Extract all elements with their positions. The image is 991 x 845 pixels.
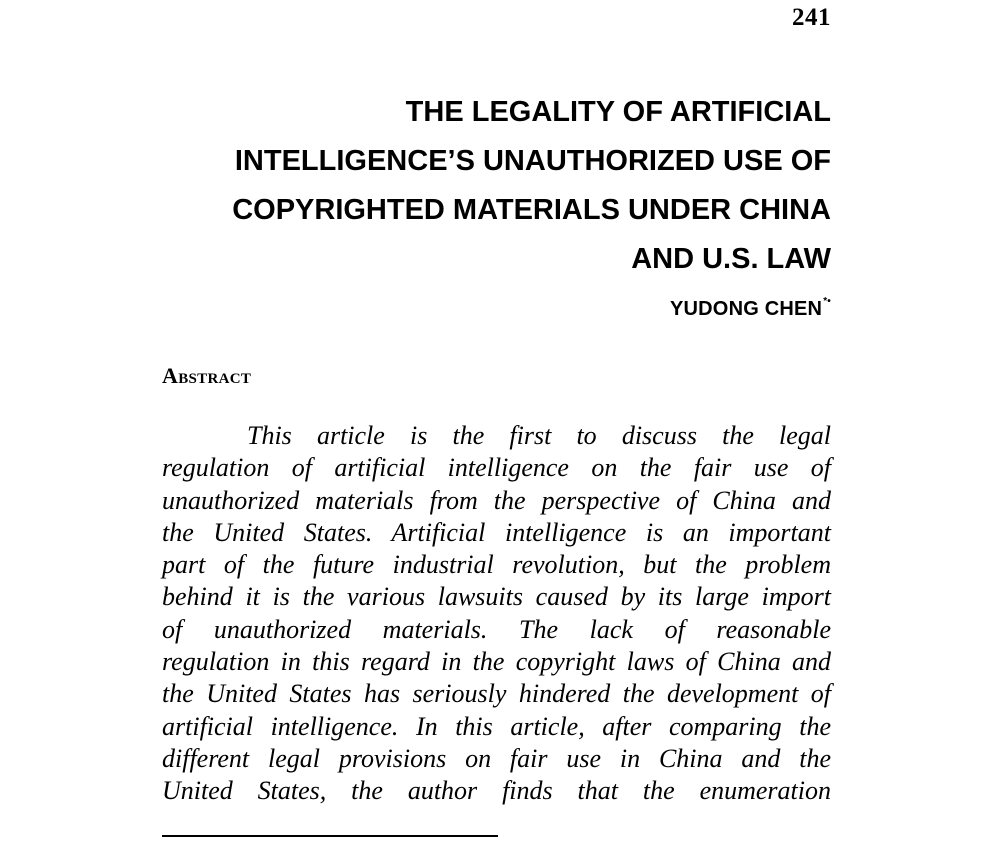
abstract-line: unauthorized materials from the perspective of China and	[162, 485, 831, 515]
footnote-divider	[162, 835, 498, 837]
author-footnote-marks: *•	[823, 296, 831, 307]
abstract-line: the United States has seriously hindered the development of	[162, 679, 831, 709]
author-byline	[670, 298, 831, 321]
abstract-line: United States, the author finds that the enumeration	[162, 776, 831, 806]
abstract-line: part of the future industrial revolution, but the problem	[162, 550, 831, 580]
abstract-body	[162, 420, 831, 808]
abstract-line: the United States. Artificial intelligence is an important	[162, 517, 831, 547]
author-name: YUDONG CHEN	[669, 298, 823, 320]
title-line: INTELLIGENCE’S UNAUTHORIZED USE OF	[234, 145, 831, 177]
abstract-line: behind it is the various lawsuits caused by its large import	[162, 582, 831, 612]
abstract-line: artificial intelligence. In this article, after comparing the	[162, 711, 831, 741]
title-line: AND U.S. LAW	[631, 243, 831, 275]
title-line: COPYRIGHTED MATERIALS UNDER CHINA	[232, 194, 831, 226]
abstract-line: regulation of artificial intelligence on the fair use of	[162, 453, 831, 483]
abstract-line: This article is the first to discuss the legal	[247, 421, 831, 450]
abstract-line: different legal provisions on fair use in China and the	[162, 743, 831, 773]
article-title	[160, 88, 831, 284]
page-number: 241	[792, 4, 831, 31]
abstract-line: of unauthorized materials. The lack of reasonable	[162, 614, 831, 644]
title-line: THE LEGALITY OF ARTIFICIAL	[405, 96, 831, 128]
abstract-line: regulation in this regard in the copyright laws of China and	[162, 647, 831, 677]
abstract-heading: Abstract	[162, 363, 252, 388]
